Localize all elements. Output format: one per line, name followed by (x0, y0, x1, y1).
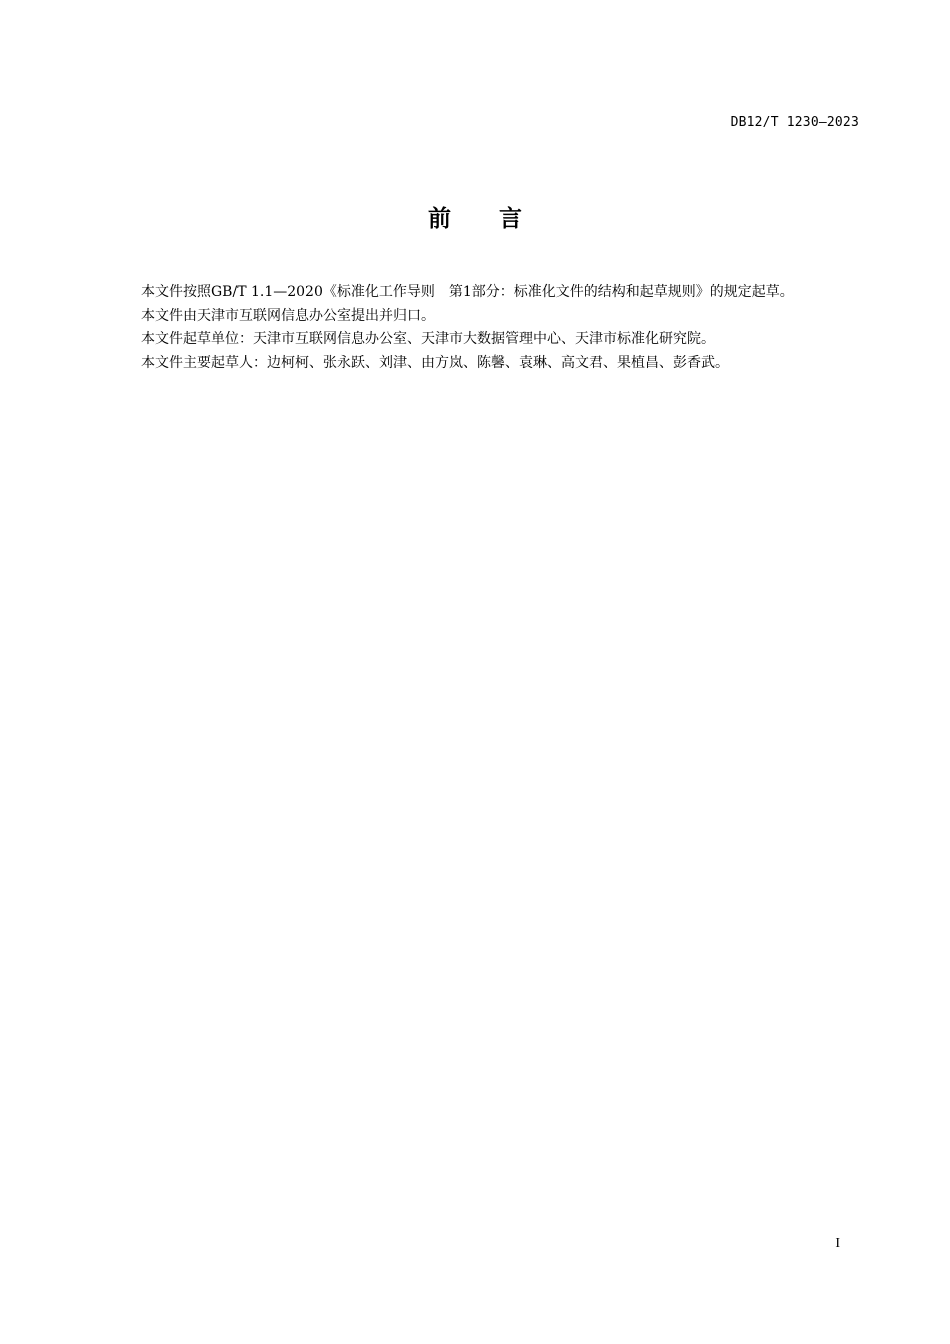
page-number: I (835, 1236, 840, 1251)
paragraph-drafting-rules: 本文件按照GB/T 1.1—2020《标准化工作导则 第1部分：标准化文件的结构和起草规则》的规定起草。 (141, 284, 794, 300)
paragraph-proposer: 本文件由天津市互联网信息办公室提出并归口。 (141, 307, 435, 324)
page-title: 前言 (428, 206, 570, 232)
paragraph-drafters: 本文件主要起草人：边柯柯、张永跃、刘津、由方岚、陈馨、袁琳、高文君、果植昌、彭香武。 (141, 354, 729, 371)
paragraph-drafting-units: 本文件起草单位：天津市互联网信息办公室、天津市大数据管理中心、天津市标准化研究院。 (141, 331, 715, 347)
document-code: DB12/T 1230—2023 (730, 115, 859, 130)
foreword-body (113, 281, 859, 375)
